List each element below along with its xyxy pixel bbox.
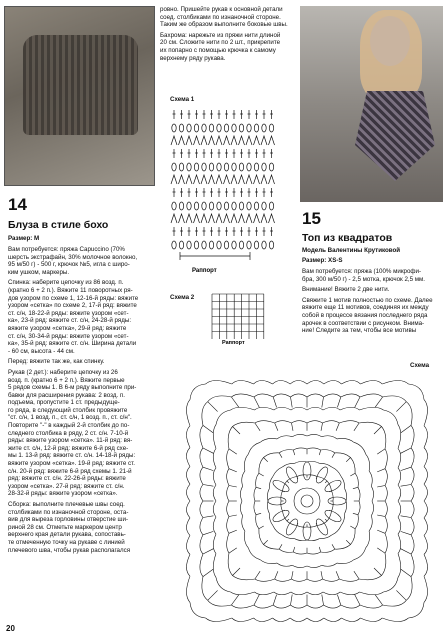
text-line: "ст. с/н, 1 возд. п., ст. с/н, 1 возд. п., ст. с/н". <box>8 414 132 422</box>
text-line: столбиками по изнаночной стороне, оста- <box>8 508 129 516</box>
svg-text:Раппорт: Раппорт <box>222 340 245 346</box>
text-line: ряд: вяжите ст. с/н. 22-26-й ряды: вяжите <box>8 475 126 483</box>
text-line: дов узором по схеме 1, 12-16-й ряды: вяжите <box>8 294 139 302</box>
blouse-garment-image <box>23 35 138 135</box>
text-line: узором «сетка» по схеме 2, 17-й ряд: вяжите <box>8 302 137 310</box>
text-line: Повторите "-" в каждый 2-й столбик до по- <box>8 422 130 430</box>
instructions-15 <box>302 268 444 335</box>
text-line: узором «сетка». 27-й ряд: вяжите ст. с/н. <box>8 482 125 490</box>
text-line: 20 см. Сложите нити по 2 шт., прикрепите <box>160 39 281 47</box>
scheme-1-diagram <box>170 106 285 276</box>
text-line: шерсть экстрафайн, 30% молочное волокно, <box>8 253 138 261</box>
text-line: Рукав (2 дет.): наберите цепочку из 26 <box>8 368 118 376</box>
text-line: собой в процессе вязания последнего ряда <box>302 311 428 319</box>
scheme-2-diagram <box>208 290 268 346</box>
main-scheme-label: Схема <box>410 362 430 369</box>
text-line: Таким же образом выполните боковые швы. <box>160 21 288 29</box>
text-line: го ряда, в следующий столбик провяжите <box>8 406 128 414</box>
text-line: ким ушком, маркеры. <box>8 268 70 276</box>
text-line: 5 рядов схемы 1. В 6-м ряду выполните при- <box>8 384 137 392</box>
text-line: (кратно 6 + 2 п.). Вяжите 11 поворотных ря- <box>8 286 133 294</box>
text-line: Спинка: наберите цепочку из 86 возд. п. <box>8 279 124 287</box>
project-number-15: 15 <box>302 209 321 228</box>
text-line: ка», 23-й ряд: вяжите ст. с/н, 24-28-й ряды: <box>8 317 132 325</box>
blouse-photo <box>4 6 155 186</box>
text-line: бра, 300 м/50 г) - 2,5 мотка, крючок 2,5 мм. <box>302 275 426 283</box>
text-line: подъема, пропустите 1 ст. предыдуще- <box>8 399 120 407</box>
instructions-14 <box>8 246 158 554</box>
text-line: мы 1. 13-й ряд: вяжите ст. с/н. 14-18-й ряды: <box>8 452 136 460</box>
project-number-14: 14 <box>8 195 27 214</box>
text-line: арочек в соответствии с рисунком. Внима- <box>302 319 425 327</box>
text-line: - 60 см, высота - 44 см. <box>8 347 75 355</box>
text-line: верхнему ряду рукава. <box>160 54 226 62</box>
page-number: 20 <box>6 624 15 633</box>
text-line: вяжите еще 11 мотивов, соединяя их между <box>302 304 429 312</box>
text-line: вив для выреза горловины отверстие ши- <box>8 516 129 524</box>
text-line: ровно. Пришейте рукав к основной детали <box>160 6 283 13</box>
text-line: Вам потребуется: пряжа Capuccino (70% <box>8 246 125 253</box>
project-title-14: Блуза в стиле бохо <box>8 219 109 231</box>
scheme-2-label: Схема 2 <box>170 294 195 301</box>
model-author: Модель Валентины Крутиковой <box>302 247 401 254</box>
size-15: Размер: XS-S <box>302 257 343 264</box>
text-line: Вам потребуется: пряжа (100% микрофи- <box>302 268 422 275</box>
text-line: их попарно с помощью крючка к самому <box>160 46 276 54</box>
text-line: соед. столбиками по изнаночной стороне. <box>160 13 281 21</box>
text-line: ряды: вяжите узором «сетка». 11-й ряд: вя- <box>8 437 133 445</box>
text-line: риной 28 см. Отметьте маркером центр <box>8 523 122 531</box>
text-line: Бахрома: нарежьте из пряжи нити длиной <box>160 31 281 39</box>
text-line: ст. с/н, 18-22-й ряды: вяжите узором «сет- <box>8 309 129 317</box>
text-line: жите ст. с/н, 12-й ряд: вяжите 6-й ряд схе- <box>8 444 129 452</box>
instructions-14-continued <box>160 6 300 62</box>
text-line: плечевого шва, чтобы рукав располагался <box>8 546 131 554</box>
scheme-1-label: Схема 1 <box>170 96 195 103</box>
text-line: Внимание! Вяжите 2 две нити. <box>302 286 390 294</box>
text-line: следнего столбика в ряду, 2 ст. с/н. 7-10-й <box>8 429 129 437</box>
text-line: возд. п. (кратно 6 + 2 п.). Вяжите первые <box>8 376 125 384</box>
rapport-label: Раппорт <box>192 268 217 274</box>
text-line: с/н. 20-й ряд: вяжите 6-й ряд схемы 1. 21-й <box>8 467 132 475</box>
project-title-15: Топ из квадратов <box>302 232 393 244</box>
text-line: ка», 35-й ряд: вяжите ст. с/н. Ширина детали <box>8 340 137 348</box>
text-line: ние! Следите за тем, чтобы все мотивы <box>302 327 417 335</box>
text-line: вяжите узором «сетка», 29-й ряд: вяжите <box>8 324 127 332</box>
text-line: вяжите узором «сетка». 19-й ряд: вяжите ст. <box>8 460 135 468</box>
text-line: Перед: вяжите так же, как спинку. <box>8 358 105 366</box>
top-photo <box>300 6 443 202</box>
text-line: 95 м/50 г) - 500 г, крючок №5, игла с широ- <box>8 261 130 269</box>
text-line: ст. с/н, 30-34-й ряды: вяжите узором «сет- <box>8 332 129 340</box>
size-14: Размер: М <box>8 235 40 242</box>
text-line: 28-32-й ряды: вяжите узором «сетка». <box>8 490 118 498</box>
text-line: бавки для расширения рукава: 2 возд. п. <box>8 391 125 399</box>
text-line: Свяжите 1 мотив полностью по схеме. Далее <box>302 296 433 304</box>
top-garment-image <box>355 91 435 181</box>
text-line: верхнего края детали рукава, сопоставь- <box>8 531 126 539</box>
text-line: те отмеченную точку на рукаве с линией <box>8 538 125 546</box>
square-motif-diagram <box>172 370 442 632</box>
text-line: Сборка: выполните плечевые швы соед. <box>8 501 125 508</box>
